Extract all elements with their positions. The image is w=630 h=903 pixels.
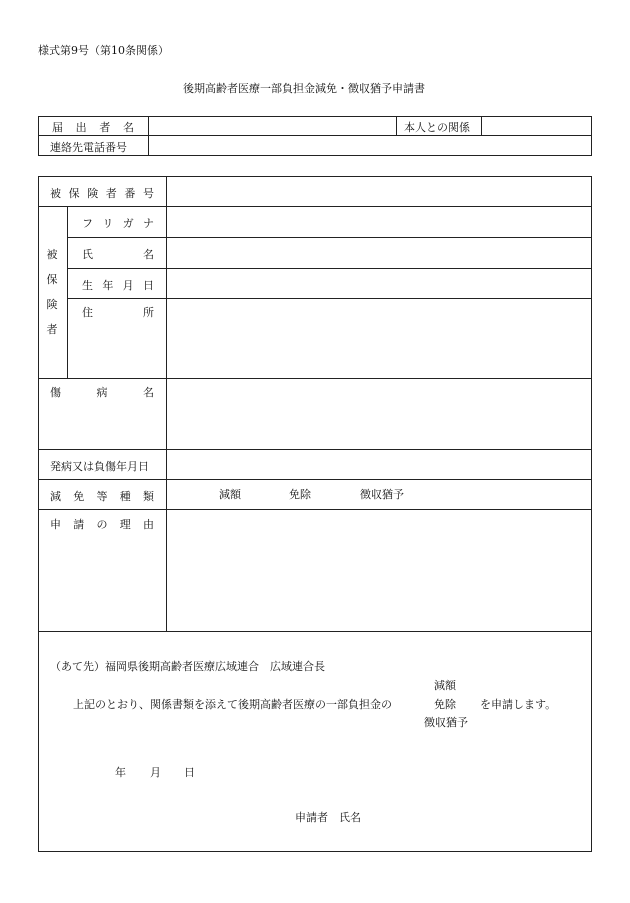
reason-field[interactable]: [168, 510, 591, 630]
furigana-label: フ リ ガ ナ: [82, 217, 154, 230]
applicant-name-label: 届 出 者 名: [52, 121, 134, 134]
address-field[interactable]: [168, 299, 591, 377]
name-label: 氏 名: [82, 248, 154, 261]
onset-date-field[interactable]: [168, 450, 591, 478]
statement-option-defer: 徴収猶予: [424, 716, 468, 729]
signature-label: 申請者 氏名: [295, 811, 361, 824]
applicant-name-field[interactable]: [150, 117, 395, 135]
name-field[interactable]: [168, 238, 591, 267]
addressee: （あて先）福岡県後期高齢者医療広域連合 広域連合長: [50, 660, 325, 673]
birthdate-field[interactable]: [168, 269, 591, 297]
page-title: 後期高齢者医療一部負担金減免・徴収猶予申請書: [183, 82, 425, 95]
insured-number-label: 被 保 険 者 番 号: [50, 187, 154, 200]
signature-field[interactable]: [370, 804, 570, 824]
statement-option-exempt: 免除: [434, 698, 456, 711]
date-year: 年: [115, 766, 126, 779]
birthdate-label: 生 年 月 日: [82, 279, 154, 292]
reduction-type-label: 減 免 等 種 類: [50, 490, 154, 503]
insured-person-vertical-label: 被 保 険 者: [46, 248, 58, 336]
statement-suffix: を申請します。: [480, 698, 557, 711]
relation-label: 本人との関係: [404, 121, 470, 134]
reduction-option-defer[interactable]: 徴収猶予: [360, 488, 404, 501]
statement-option-reduce: 減額: [434, 679, 456, 692]
disease-name-label: 傷 病 名: [50, 386, 154, 399]
disease-name-field[interactable]: [168, 379, 591, 448]
reduction-option-exempt[interactable]: 免除: [289, 488, 311, 501]
relation-field[interactable]: [483, 117, 591, 135]
furigana-field[interactable]: [168, 207, 591, 236]
onset-date-label: 発病又は負傷年月日: [50, 460, 149, 473]
reason-label: 申 請 の 理 由: [50, 518, 154, 531]
phone-label: 連絡先電話番号: [50, 141, 127, 154]
statement-text: 上記のとおり、関係書類を添えて後期高齢者医療の一部負担金の: [73, 698, 392, 711]
address-label: 住 所: [82, 306, 154, 319]
phone-field[interactable]: [150, 137, 591, 155]
insured-number-field[interactable]: [168, 177, 591, 205]
reduction-option-reduce[interactable]: 減額: [219, 488, 241, 501]
date-month: 月: [150, 766, 161, 779]
form-number: 様式第9号（第10条関係）: [38, 44, 169, 57]
date-day: 日: [184, 766, 195, 779]
